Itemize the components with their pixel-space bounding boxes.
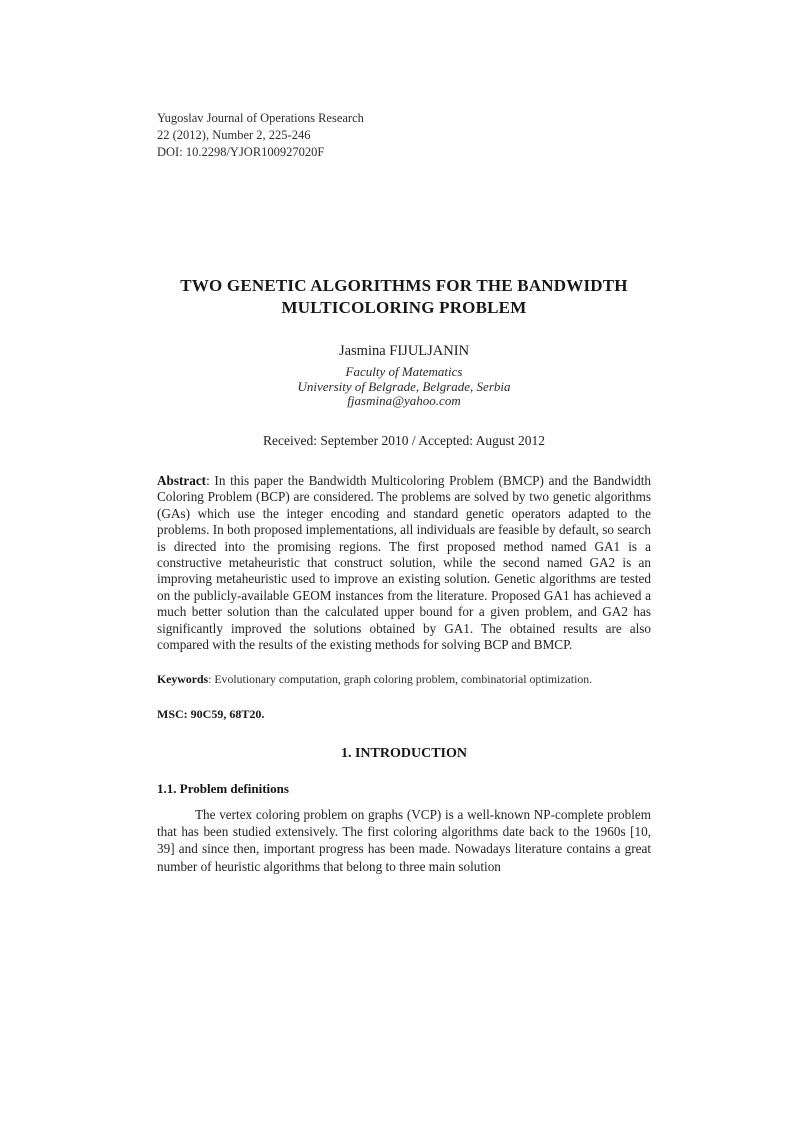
journal-header [157, 110, 651, 161]
author-name: Jasmina FIJULJANIN [338, 343, 470, 359]
abstract-paragraph [157, 473, 651, 653]
journal-name: Yugoslav Journal of Operations Research [157, 111, 364, 125]
keywords-line [157, 672, 651, 687]
received-accepted-dates: Received: September 2010 / Accepted: August 2012 [263, 433, 545, 448]
section-heading-introduction: 1. INTRODUCTION [340, 746, 467, 761]
msc-line: MSC: 90C59, 68T20. [157, 707, 265, 721]
author-affiliation [157, 365, 651, 409]
paper-title: TWO GENETIC ALGORITHMS FOR THE BANDWIDTH MULTICOLORING PROBLEM [180, 276, 628, 317]
journal-issue: 22 (2012), Number 2, 225-246 [157, 128, 311, 142]
journal-doi: DOI: 10.2298/YJOR100927020F [157, 145, 325, 159]
affiliation-university: University of Belgrade, Belgrade, Serbia [297, 378, 511, 394]
affiliation-faculty: Faculty of Matematics [345, 364, 463, 379]
introduction-paragraph: The vertex coloring problem on graphs (VCP) is a well-known NP-complete problem that has been studied extensively. The first coloring algorithms date back to the 1960s [10, 39] and since then, important progress has been made. Nowadays literature contains a great number of heuristic algorithms that belong to three main solution [157, 807, 651, 874]
abstract-label: Abstract [157, 473, 207, 488]
abstract-text: : In this paper the Bandwidth Multicoloring Problem (BMCP) and the Bandwidth Coloring Problem (BCP) are considered. The problems are solved by two genetic algorithms (GAs) which use the integer encoding and standard genetic operators adapted to the problems. In both proposed implementations, all individuals are feasible by default, so search is directed into the promising regions. The first proposed method named GA1 is a constructive metaheuristic that construct solution, while the second named GA2 is an improving metaheuristic used to improve an existing solution. Genetic algorithms are tested on the publicly-available GEOM instances from the literature. Proposed GA1 has achieved a much better solution than the calculated upper bound for a given problem, and GA2 has significantly improved the solutions obtained by GA1. The obtained results are also compared with the results of the existing methods for solving BCP and BMCP. [157, 473, 651, 653]
keywords-text: : Evolutionary computation, graph coloring problem, combinatorial optimization. [208, 672, 593, 686]
keywords-label: Keywords [157, 672, 209, 686]
author-email: fjasmina@yahoo.com [347, 393, 461, 408]
subsection-heading-problem-definitions: 1.1. Problem definitions [157, 781, 289, 796]
